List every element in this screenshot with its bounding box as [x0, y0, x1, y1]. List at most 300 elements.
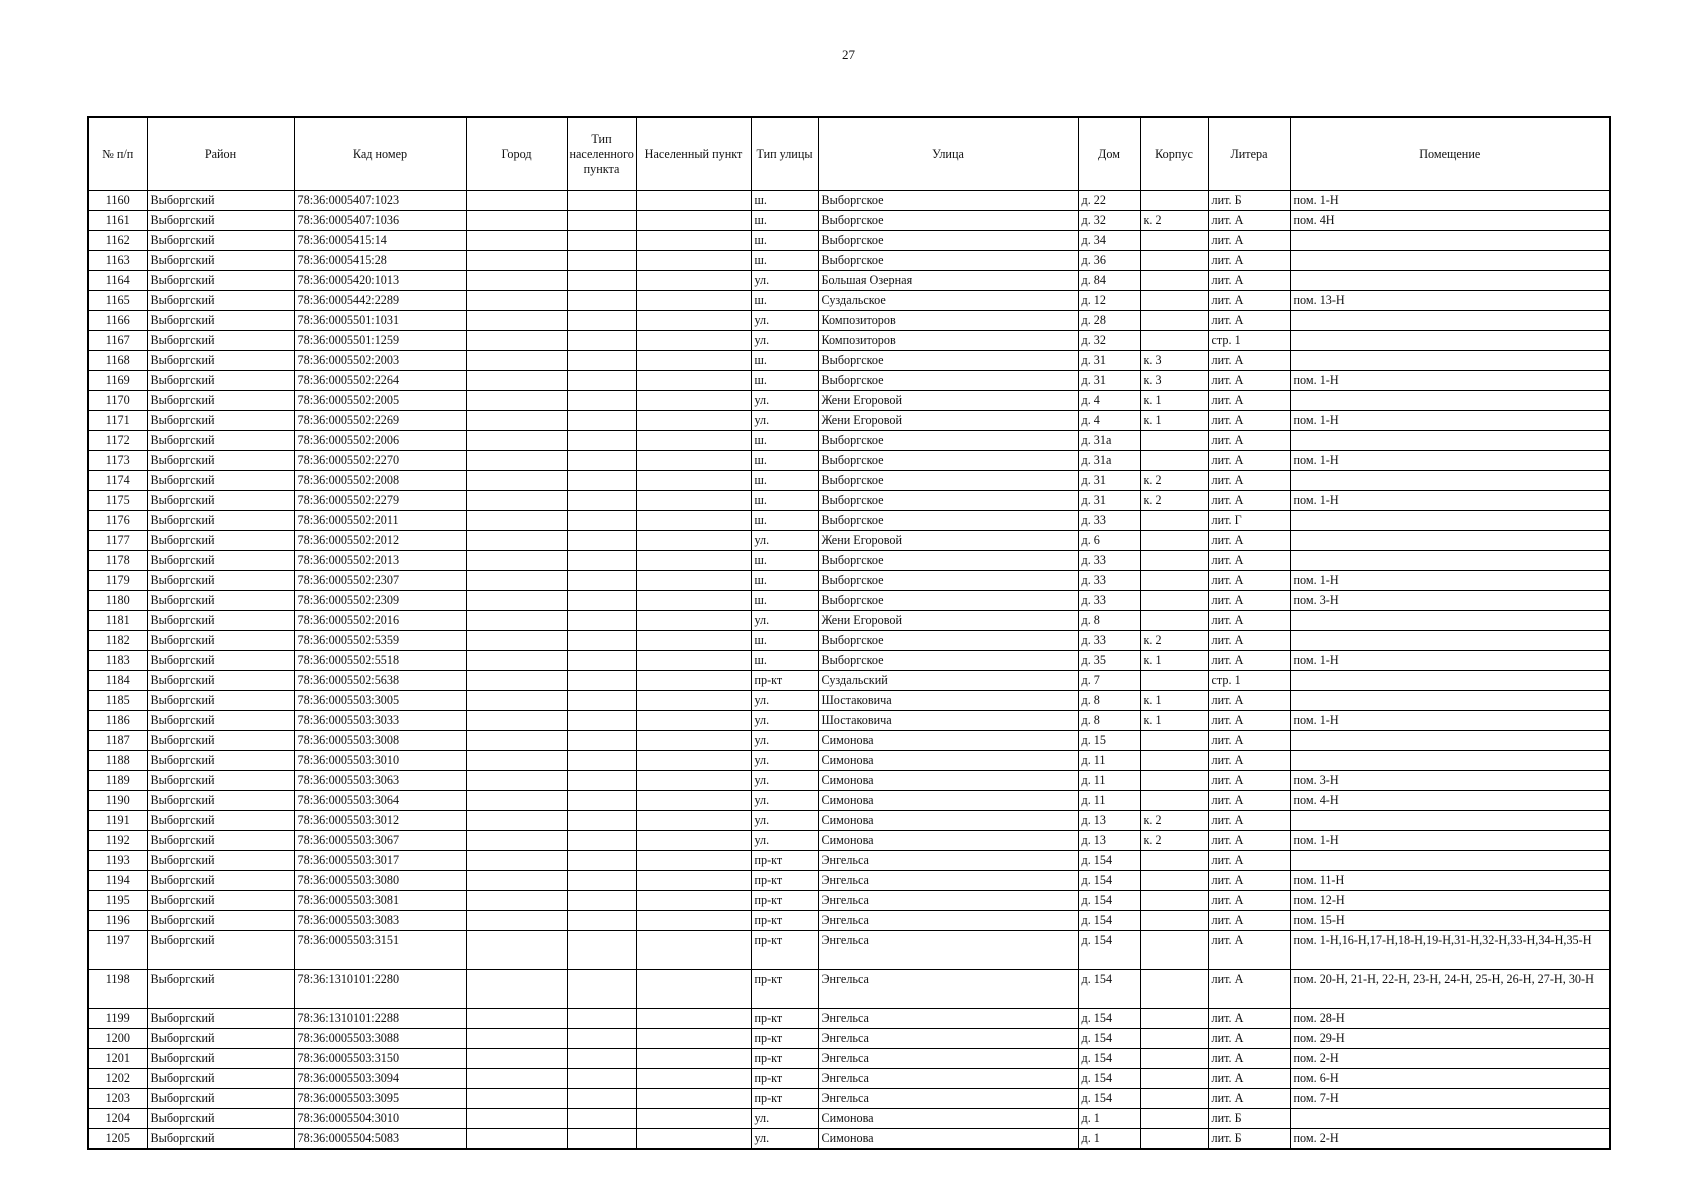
cell-city	[466, 811, 567, 831]
table-row	[88, 931, 1610, 970]
table-row	[88, 351, 1610, 371]
cell-district: Выборгский	[147, 891, 294, 911]
cell-cadastral-number: 78:36:0005503:3080	[294, 871, 466, 891]
cell-house: д. 8	[1078, 711, 1140, 731]
cell-house: д. 33	[1078, 591, 1140, 611]
cell-num: 1197	[88, 931, 147, 970]
header-cadastral: Кад номер	[294, 117, 466, 191]
cell-house: д. 11	[1078, 771, 1140, 791]
cell-premises	[1290, 851, 1610, 871]
cell-building	[1140, 1009, 1208, 1029]
cell-street: Выборгское	[818, 351, 1078, 371]
cell-num: 1175	[88, 491, 147, 511]
cell-premises: пом. 7-Н	[1290, 1089, 1610, 1109]
cell-cadastral-number: 78:36:0005503:3094	[294, 1069, 466, 1089]
cell-premises	[1290, 751, 1610, 771]
cell-city	[466, 751, 567, 771]
cell-street: Выборгское	[818, 471, 1078, 491]
cell-house: д. 154	[1078, 1029, 1140, 1049]
cell-settlement	[636, 931, 751, 970]
cell-house: д. 154	[1078, 1069, 1140, 1089]
cell-city	[466, 911, 567, 931]
cell-num: 1173	[88, 451, 147, 471]
cell-premises: пом. 1-Н,16-Н,17-Н,18-Н,19-Н,31-Н,32-Н,33-Н,34-Н,35-Н	[1290, 931, 1610, 970]
cell-letter: лит. А	[1208, 211, 1290, 231]
cell-num: 1186	[88, 711, 147, 731]
cell-house: д. 35	[1078, 651, 1140, 671]
cell-street: Энгельса	[818, 1029, 1078, 1049]
cell-cadastral-number: 78:36:0005503:3150	[294, 1049, 466, 1069]
header-city: Город	[466, 117, 567, 191]
cell-street-type: пр-кт	[751, 671, 818, 691]
cell-district: Выборгский	[147, 1069, 294, 1089]
cell-settlement	[636, 651, 751, 671]
cell-settlement	[636, 411, 751, 431]
cell-num: 1169	[88, 371, 147, 391]
cell-premises: пом. 28-Н	[1290, 1009, 1610, 1029]
cell-district: Выборгский	[147, 351, 294, 371]
cell-letter: лит. А	[1208, 531, 1290, 551]
cell-cadastral-number: 78:36:0005442:2289	[294, 291, 466, 311]
cell-settlement	[636, 331, 751, 351]
cell-letter: лит. А	[1208, 791, 1290, 811]
cell-settlement-type	[567, 651, 636, 671]
cell-district: Выборгский	[147, 311, 294, 331]
cell-street-type: ш.	[751, 191, 818, 211]
cell-letter: лит. А	[1208, 970, 1290, 1009]
cell-settlement-type	[567, 431, 636, 451]
cell-letter: лит. Б	[1208, 1129, 1290, 1150]
table-row	[88, 811, 1610, 831]
cell-premises: пом. 4Н	[1290, 211, 1610, 231]
cell-street-type: ш.	[751, 251, 818, 271]
cell-settlement-type	[567, 351, 636, 371]
cell-district: Выборгский	[147, 1129, 294, 1150]
cell-building: к. 1	[1140, 651, 1208, 671]
cell-street: Выборгское	[818, 431, 1078, 451]
cell-street-type: ш.	[751, 211, 818, 231]
cell-settlement-type	[567, 911, 636, 931]
cell-cadastral-number: 78:36:0005503:3067	[294, 831, 466, 851]
cell-building	[1140, 331, 1208, 351]
cell-street-type: ш.	[751, 591, 818, 611]
cell-street: Симонова	[818, 1109, 1078, 1129]
property-register-table	[87, 116, 1611, 1150]
cell-settlement-type	[567, 291, 636, 311]
cell-premises	[1290, 271, 1610, 291]
cell-city	[466, 1009, 567, 1029]
cell-street: Жени Егоровой	[818, 411, 1078, 431]
cell-premises: пом. 1-Н	[1290, 411, 1610, 431]
cell-settlement	[636, 911, 751, 931]
cell-house: д. 13	[1078, 811, 1140, 831]
cell-district: Выборгский	[147, 411, 294, 431]
cell-num: 1190	[88, 791, 147, 811]
cell-house: д. 12	[1078, 291, 1140, 311]
cell-settlement-type	[567, 771, 636, 791]
cell-street-type: ш.	[751, 371, 818, 391]
cell-premises	[1290, 471, 1610, 491]
cell-settlement-type	[567, 871, 636, 891]
cell-settlement-type	[567, 1029, 636, 1049]
cell-city	[466, 731, 567, 751]
cell-cadastral-number: 78:36:0005502:2005	[294, 391, 466, 411]
cell-cadastral-number: 78:36:0005502:2270	[294, 451, 466, 471]
cell-settlement-type	[567, 611, 636, 631]
cell-num: 1182	[88, 631, 147, 651]
cell-premises	[1290, 551, 1610, 571]
cell-street: Энгельса	[818, 1069, 1078, 1089]
cell-building	[1140, 911, 1208, 931]
cell-building	[1140, 851, 1208, 871]
cell-street-type: пр-кт	[751, 1089, 818, 1109]
cell-settlement-type	[567, 511, 636, 531]
cell-settlement	[636, 371, 751, 391]
cell-building: к. 2	[1140, 471, 1208, 491]
cell-city	[466, 1089, 567, 1109]
cell-cadastral-number: 78:36:1310101:2288	[294, 1009, 466, 1029]
table-row	[88, 371, 1610, 391]
cell-street-type: ш.	[751, 431, 818, 451]
cell-settlement	[636, 731, 751, 751]
cell-city	[466, 331, 567, 351]
cell-premises: пом. 11-Н	[1290, 871, 1610, 891]
cell-district: Выборгский	[147, 591, 294, 611]
cell-letter: лит. А	[1208, 491, 1290, 511]
header-street: Улица	[818, 117, 1078, 191]
cell-settlement-type	[567, 791, 636, 811]
cell-house: д. 154	[1078, 1049, 1140, 1069]
cell-premises: пом. 1-Н	[1290, 831, 1610, 851]
cell-district: Выборгский	[147, 231, 294, 251]
cell-street-type: ш.	[751, 231, 818, 251]
cell-num: 1188	[88, 751, 147, 771]
cell-settlement-type	[567, 751, 636, 771]
cell-house: д. 32	[1078, 331, 1140, 351]
cell-num: 1185	[88, 691, 147, 711]
cell-house: д. 154	[1078, 970, 1140, 1009]
cell-premises	[1290, 811, 1610, 831]
cell-letter: лит. А	[1208, 1009, 1290, 1029]
table-row	[88, 211, 1610, 231]
cell-settlement	[636, 291, 751, 311]
cell-settlement-type	[567, 1069, 636, 1089]
cell-street-type: ш.	[751, 571, 818, 591]
cell-city	[466, 831, 567, 851]
cell-settlement	[636, 531, 751, 551]
cell-cadastral-number: 78:36:0005503:3064	[294, 791, 466, 811]
cell-house: д. 8	[1078, 691, 1140, 711]
cell-building	[1140, 1089, 1208, 1109]
cell-settlement-type	[567, 311, 636, 331]
cell-premises: пом. 3-Н	[1290, 771, 1610, 791]
cell-cadastral-number: 78:36:0005503:3088	[294, 1029, 466, 1049]
cell-letter: лит. А	[1208, 251, 1290, 271]
cell-settlement	[636, 1049, 751, 1069]
cell-district: Выборгский	[147, 871, 294, 891]
cell-house: д. 28	[1078, 311, 1140, 331]
cell-settlement	[636, 771, 751, 791]
cell-building: к. 3	[1140, 371, 1208, 391]
cell-letter: лит. А	[1208, 691, 1290, 711]
cell-street-type: ул.	[751, 531, 818, 551]
cell-num: 1184	[88, 671, 147, 691]
cell-settlement	[636, 1109, 751, 1129]
cell-city	[466, 471, 567, 491]
cell-num: 1179	[88, 571, 147, 591]
cell-street-type: пр-кт	[751, 1029, 818, 1049]
cell-num: 1203	[88, 1089, 147, 1109]
cell-letter: лит. А	[1208, 311, 1290, 331]
cell-settlement-type	[567, 251, 636, 271]
cell-premises	[1290, 251, 1610, 271]
cell-premises: пом. 1-Н	[1290, 711, 1610, 731]
cell-settlement	[636, 751, 751, 771]
cell-street: Выборгское	[818, 631, 1078, 651]
cell-street: Энгельса	[818, 911, 1078, 931]
cell-num: 1180	[88, 591, 147, 611]
cell-settlement-type	[567, 591, 636, 611]
cell-district: Выборгский	[147, 631, 294, 651]
table-row	[88, 831, 1610, 851]
cell-street: Симонова	[818, 1129, 1078, 1150]
cell-street: Выборгское	[818, 511, 1078, 531]
cell-premises: пом. 4-Н	[1290, 791, 1610, 811]
cell-letter: лит. Б	[1208, 1109, 1290, 1129]
cell-house: д. 1	[1078, 1129, 1140, 1150]
cell-district: Выборгский	[147, 471, 294, 491]
cell-district: Выборгский	[147, 1109, 294, 1129]
cell-street: Суздальское	[818, 291, 1078, 311]
cell-house: д. 31а	[1078, 431, 1140, 451]
cell-settlement	[636, 1029, 751, 1049]
cell-district: Выборгский	[147, 391, 294, 411]
cell-city	[466, 611, 567, 631]
header-building: Корпус	[1140, 117, 1208, 191]
cell-cadastral-number: 78:36:0005502:2307	[294, 571, 466, 591]
cell-settlement	[636, 471, 751, 491]
cell-num: 1176	[88, 511, 147, 531]
cell-letter: лит. А	[1208, 271, 1290, 291]
cell-letter: лит. А	[1208, 651, 1290, 671]
cell-settlement	[636, 671, 751, 691]
cell-street-type: ул.	[751, 791, 818, 811]
cell-street-type: ш.	[751, 631, 818, 651]
cell-building: к. 3	[1140, 351, 1208, 371]
cell-house: д. 33	[1078, 631, 1140, 651]
cell-street: Энгельса	[818, 891, 1078, 911]
cell-district: Выборгский	[147, 431, 294, 451]
cell-settlement	[636, 631, 751, 651]
cell-settlement-type	[567, 1049, 636, 1069]
cell-num: 1170	[88, 391, 147, 411]
cell-house: д. 8	[1078, 611, 1140, 631]
cell-settlement-type	[567, 551, 636, 571]
cell-premises	[1290, 231, 1610, 251]
cell-building	[1140, 611, 1208, 631]
cell-settlement	[636, 791, 751, 811]
cell-premises: пом. 1-Н	[1290, 191, 1610, 211]
cell-city	[466, 871, 567, 891]
cell-cadastral-number: 78:36:0005502:2269	[294, 411, 466, 431]
cell-letter: лит. А	[1208, 1089, 1290, 1109]
cell-settlement	[636, 970, 751, 1009]
cell-street: Шостаковича	[818, 711, 1078, 731]
cell-settlement	[636, 711, 751, 731]
cell-city	[466, 491, 567, 511]
cell-settlement-type	[567, 211, 636, 231]
cell-cadastral-number: 78:36:0005502:2006	[294, 431, 466, 451]
table-row	[88, 271, 1610, 291]
cell-premises	[1290, 531, 1610, 551]
cell-settlement-type	[567, 1089, 636, 1109]
cell-letter: лит. А	[1208, 891, 1290, 911]
cell-building	[1140, 511, 1208, 531]
cell-district: Выборгский	[147, 551, 294, 571]
cell-building	[1140, 311, 1208, 331]
cell-premises: пом. 1-Н	[1290, 491, 1610, 511]
cell-house: д. 11	[1078, 791, 1140, 811]
cell-house: д. 31	[1078, 471, 1140, 491]
cell-letter: лит. А	[1208, 811, 1290, 831]
cell-premises	[1290, 631, 1610, 651]
cell-cadastral-number: 78:36:0005503:3151	[294, 931, 466, 970]
cell-city	[466, 851, 567, 871]
cell-settlement	[636, 491, 751, 511]
cell-street: Выборгское	[818, 551, 1078, 571]
table-row	[88, 331, 1610, 351]
cell-settlement-type	[567, 931, 636, 970]
cell-city	[466, 591, 567, 611]
cell-city	[466, 231, 567, 251]
table-header	[88, 117, 1610, 191]
cell-settlement	[636, 271, 751, 291]
cell-cadastral-number: 78:36:0005502:2016	[294, 611, 466, 631]
cell-letter: лит. А	[1208, 771, 1290, 791]
cell-street: Симонова	[818, 791, 1078, 811]
cell-house: д. 7	[1078, 671, 1140, 691]
cell-settlement-type	[567, 691, 636, 711]
cell-city	[466, 1109, 567, 1129]
cell-house: д. 154	[1078, 871, 1140, 891]
cell-street: Выборгское	[818, 591, 1078, 611]
cell-settlement	[636, 311, 751, 331]
cell-num: 1171	[88, 411, 147, 431]
cell-street-type: ул.	[751, 331, 818, 351]
cell-letter: лит. А	[1208, 831, 1290, 851]
cell-city	[466, 571, 567, 591]
table-row	[88, 251, 1610, 271]
cell-street-type: ул.	[751, 711, 818, 731]
cell-street: Энгельса	[818, 851, 1078, 871]
cell-city	[466, 451, 567, 471]
cell-letter: лит. А	[1208, 851, 1290, 871]
cell-city	[466, 531, 567, 551]
cell-letter: лит. А	[1208, 1029, 1290, 1049]
cell-street-type: пр-кт	[751, 851, 818, 871]
cell-building	[1140, 1069, 1208, 1089]
cell-district: Выборгский	[147, 771, 294, 791]
table-row	[88, 191, 1610, 211]
cell-settlement-type	[567, 1009, 636, 1029]
cell-district: Выборгский	[147, 811, 294, 831]
cell-premises	[1290, 731, 1610, 751]
cell-building	[1140, 1109, 1208, 1129]
cell-num: 1168	[88, 351, 147, 371]
cell-district: Выборгский	[147, 751, 294, 771]
cell-city	[466, 1069, 567, 1089]
cell-premises	[1290, 671, 1610, 691]
cell-num: 1177	[88, 531, 147, 551]
cell-house: д. 154	[1078, 911, 1140, 931]
cell-street: Выборгское	[818, 251, 1078, 271]
cell-district: Выборгский	[147, 791, 294, 811]
cell-district: Выборгский	[147, 711, 294, 731]
cell-num: 1201	[88, 1049, 147, 1069]
cell-premises	[1290, 611, 1610, 631]
cell-letter: лит. А	[1208, 1049, 1290, 1069]
cell-settlement-type	[567, 851, 636, 871]
cell-street-type: пр-кт	[751, 1049, 818, 1069]
cell-street: Выборгское	[818, 371, 1078, 391]
cell-cadastral-number: 78:36:0005504:3010	[294, 1109, 466, 1129]
cell-settlement-type	[567, 411, 636, 431]
cell-city	[466, 791, 567, 811]
cell-city	[466, 671, 567, 691]
cell-letter: лит. А	[1208, 291, 1290, 311]
cell-letter: лит. А	[1208, 371, 1290, 391]
cell-district: Выборгский	[147, 251, 294, 271]
cell-cadastral-number: 78:36:1310101:2280	[294, 970, 466, 1009]
cell-settlement	[636, 551, 751, 571]
cell-premises	[1290, 511, 1610, 531]
table-row	[88, 291, 1610, 311]
cell-district: Выборгский	[147, 271, 294, 291]
cell-settlement	[636, 591, 751, 611]
cell-letter: лит. А	[1208, 551, 1290, 571]
cell-settlement	[636, 851, 751, 871]
cell-building	[1140, 531, 1208, 551]
cell-building: к. 2	[1140, 211, 1208, 231]
cell-district: Выборгский	[147, 371, 294, 391]
cell-cadastral-number: 78:36:0005503:3017	[294, 851, 466, 871]
cell-city	[466, 211, 567, 231]
cell-building	[1140, 751, 1208, 771]
cell-street: Выборгское	[818, 651, 1078, 671]
cell-street-type: ул.	[751, 1109, 818, 1129]
cell-district: Выборгский	[147, 831, 294, 851]
cell-num: 1166	[88, 311, 147, 331]
cell-settlement-type	[567, 571, 636, 591]
cell-premises: пом. 1-Н	[1290, 451, 1610, 471]
cell-letter: лит. Б	[1208, 191, 1290, 211]
cell-num: 1191	[88, 811, 147, 831]
cell-district: Выборгский	[147, 1029, 294, 1049]
cell-city	[466, 431, 567, 451]
table-row	[88, 391, 1610, 411]
cell-street: Симонова	[818, 731, 1078, 751]
cell-building: к. 1	[1140, 391, 1208, 411]
table-row	[88, 651, 1610, 671]
table-row	[88, 231, 1610, 251]
cell-building	[1140, 891, 1208, 911]
cell-street-type: ул.	[751, 311, 818, 331]
cell-settlement	[636, 691, 751, 711]
cell-street-type: ш.	[751, 491, 818, 511]
cell-num: 1204	[88, 1109, 147, 1129]
cell-premises: пом. 29-Н	[1290, 1029, 1610, 1049]
cell-house: д. 4	[1078, 411, 1140, 431]
